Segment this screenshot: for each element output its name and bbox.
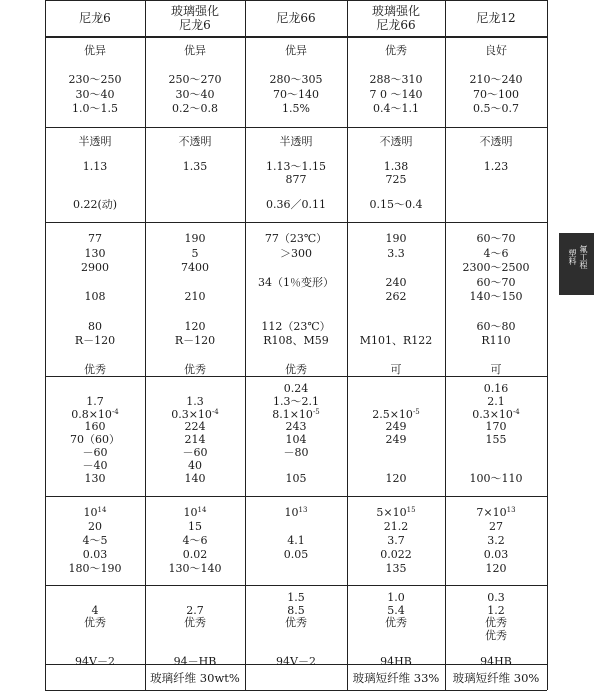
footer-note: 玻璃纤维 30wt%: [150, 671, 240, 685]
table-cell: 优秀: [184, 616, 206, 630]
table-cell: 良好: [485, 44, 507, 57]
row-rule: [45, 222, 547, 223]
table-cell: 2.1: [487, 394, 505, 408]
table-cell: 1.23: [483, 160, 509, 174]
table-cell: 60～80: [476, 319, 516, 333]
table-cell: R110: [481, 334, 511, 348]
table-cell: 5.4: [387, 603, 405, 617]
table-cell: 0.3: [487, 591, 505, 604]
side-tab-line1: 氟工程: [579, 245, 588, 269]
table-cell: 1.13～1.15: [266, 160, 326, 174]
table-cell: 130～140: [168, 562, 222, 575]
table-cell: 0.05: [283, 548, 309, 561]
table-cell: 1.2: [487, 603, 505, 617]
table-cell: R108、M59: [263, 334, 329, 348]
table-cell: 5: [191, 246, 199, 260]
table-cell: 108: [84, 290, 106, 304]
side-index-tab: [559, 233, 594, 295]
table-cell: 60～70: [476, 275, 516, 289]
table-cell: 优异: [184, 44, 206, 57]
table-cell: 1.13: [82, 160, 108, 174]
table-cell: 94HB: [480, 654, 512, 668]
table-cell: 77（23℃）: [264, 232, 328, 245]
table-cell: $8.1\times 10^{-5}$: [272, 407, 320, 421]
table-cell: 0.5～0.7: [473, 102, 519, 116]
table-cell: 155: [485, 433, 507, 447]
table-cell: 0.03: [483, 548, 509, 561]
table-cell: $0.3\times 10^{-4}$: [472, 407, 520, 421]
table-cell: 0.2～0.8: [172, 102, 218, 116]
table-cell: －60: [182, 446, 208, 459]
table-cell: 优秀: [285, 363, 307, 377]
column-header: 玻璃强化: [170, 4, 219, 18]
table-cell: ＞300: [280, 246, 312, 260]
table-cell: $10^{13}$: [284, 506, 308, 519]
table-cell: 可: [390, 363, 402, 377]
table-cell: 0.022: [380, 548, 412, 561]
table-cell: 1.35: [182, 160, 208, 174]
table-cell: 249: [385, 420, 407, 434]
table-cell: 240: [385, 275, 407, 289]
footer-note: 玻璃短纤维 30%: [452, 671, 540, 685]
table-cell: 104: [285, 433, 307, 447]
column-header: 玻璃强化: [371, 4, 420, 18]
table-cell: 230～250: [68, 73, 122, 87]
table-cell: 120: [385, 471, 407, 485]
table-cell: 优秀: [84, 363, 106, 377]
table-cell: 优异: [84, 44, 106, 57]
table-cell: 7400: [181, 261, 209, 275]
table-cell: 1.0～1.5: [72, 102, 118, 116]
table-cell: 半透明: [78, 135, 112, 148]
table-cell: －80: [283, 446, 309, 459]
table-cell: $5\times 10^{15}$: [376, 506, 416, 519]
row-rule: [45, 690, 547, 691]
table-cell: 优秀: [285, 616, 307, 630]
table-cell: 190: [385, 232, 407, 245]
table-cell: 94－HB: [173, 654, 217, 668]
table-cell: 1.38: [383, 160, 409, 174]
table-cell: 半透明: [279, 135, 313, 148]
column-header: 尼龙66: [376, 18, 416, 32]
table-cell: 94V－2: [75, 654, 115, 668]
table-cell: 0.16: [483, 382, 509, 395]
table-cell: $2.5\times 10^{-5}$: [372, 407, 420, 421]
table-cell: 77: [88, 232, 102, 245]
table-cell: 224: [184, 420, 206, 434]
column-header: 尼龙6: [179, 18, 211, 32]
table-cell: 3.7: [387, 534, 405, 547]
table-cell: 40: [188, 458, 202, 472]
table-cell: 21.2: [383, 520, 409, 533]
table-cell: 100～110: [469, 471, 523, 485]
table-cell: －40: [82, 458, 108, 472]
table-cell: 70～140: [273, 87, 319, 101]
table-cell: 不透明: [379, 135, 413, 148]
table-cell: 280～305: [269, 73, 323, 87]
table-cell: 130: [84, 471, 106, 485]
table-cell: 7 0 ～140: [369, 87, 423, 101]
table-cell: 2900: [81, 261, 109, 275]
table-cell: 1.5%: [282, 102, 310, 116]
table-cell: 190: [184, 232, 206, 245]
table-cell: 4: [91, 603, 99, 617]
table-cell: $10^{14}$: [183, 506, 207, 519]
table-cell: 0.02: [182, 548, 208, 561]
property-table: [45, 0, 547, 695]
table-cell: 105: [285, 471, 307, 485]
column-header: 尼龙6: [79, 11, 111, 25]
row-rule: [45, 127, 547, 128]
table-cell: $10^{14}$: [83, 506, 107, 519]
table-cell: 80: [88, 319, 102, 333]
table-cell: 214: [184, 433, 206, 447]
table-cell: 130: [84, 246, 106, 260]
table-cell: 0.03: [82, 548, 108, 561]
table-cell: 优秀: [485, 616, 507, 630]
table-cell: 不透明: [479, 135, 513, 148]
table-cell: 243: [285, 420, 307, 434]
table-cell: 0.4～1.1: [373, 102, 419, 116]
table-cell: 优秀: [485, 629, 507, 643]
table-cell: 725: [385, 172, 407, 186]
table-cell: 1.0: [387, 591, 405, 604]
table-cell: 94V－2: [276, 654, 316, 668]
table-cell: 180～190: [68, 562, 122, 575]
table-cell: 4～6: [182, 534, 208, 547]
table-cell: 249: [385, 433, 407, 447]
table-cell: 288～310: [369, 73, 423, 87]
table-cell: 30～40: [75, 87, 115, 101]
table-cell: 250～270: [168, 73, 222, 87]
table-cell: 4.1: [287, 534, 305, 547]
row-rule: [45, 496, 547, 497]
table-cell: 3.2: [487, 534, 505, 547]
table-cell: 0.36／0.11: [266, 198, 326, 211]
table-cell: 优秀: [385, 44, 407, 57]
table-cell: 0.22(动): [72, 198, 118, 211]
table-cell: 140～150: [469, 290, 523, 304]
table-cell: 8.5: [287, 603, 305, 617]
table-cell: 不透明: [178, 135, 212, 148]
table-cell: 94HB: [380, 654, 412, 668]
table-cell: 优秀: [385, 616, 407, 630]
column-header: 尼龙12: [476, 11, 516, 25]
table-cell: 4～5: [82, 534, 108, 547]
table-cell: 15: [188, 520, 202, 533]
table-cell: 140: [184, 471, 206, 485]
table-cell: 30～40: [175, 87, 215, 101]
table-cell: R－120: [174, 334, 216, 348]
table-cell: 120: [184, 319, 206, 333]
table-cell: 优秀: [84, 616, 106, 630]
table-cell: 135: [385, 562, 407, 575]
column-rule: [547, 0, 548, 690]
table-cell: 0.24: [283, 382, 309, 395]
table-cell: M101、R122: [359, 334, 433, 348]
table-cell: 170: [485, 420, 507, 434]
table-cell: 34（1％变形）: [258, 275, 334, 289]
table-cell: 2300～2500: [462, 261, 530, 275]
table-cell: 3.3: [387, 246, 405, 260]
side-tab-line2: 塑料: [568, 249, 577, 265]
table-cell: $0.8\times 10^{-4}$: [71, 407, 119, 421]
table-cell: $0.3\times 10^{-4}$: [171, 407, 219, 421]
column-header: 尼龙66: [276, 11, 316, 25]
table-cell: 877: [285, 172, 307, 186]
table-cell: 70～100: [473, 87, 519, 101]
row-rule: [45, 585, 547, 586]
table-cell: $7\times 10^{13}$: [476, 506, 516, 519]
footer-note: 玻璃短纤维 33%: [352, 671, 440, 685]
table-cell: 1.5: [287, 591, 305, 604]
table-cell: －60: [82, 446, 108, 459]
table-cell: 112（23℃）: [261, 319, 331, 333]
table-cell: 70（60）: [70, 433, 120, 447]
table-cell: 210～240: [469, 73, 523, 87]
table-cell: 0.15～0.4: [369, 198, 423, 211]
table-cell: 1.3～2.1: [273, 394, 319, 408]
table-cell: R－120: [74, 334, 116, 348]
table-cell: 1.3: [186, 394, 204, 408]
table-cell: 60～70: [476, 232, 516, 245]
row-rule: [45, 36, 547, 38]
table-cell: 262: [385, 290, 407, 304]
table-cell: 160: [84, 420, 106, 434]
table-cell: 210: [184, 290, 206, 304]
table-cell: 120: [485, 562, 507, 575]
table-cell: 27: [489, 520, 503, 533]
table-cell: 4～6: [483, 246, 509, 260]
table-cell: 可: [490, 363, 502, 377]
table-cell: 2.7: [186, 603, 204, 617]
table-cell: 优秀: [184, 363, 206, 377]
table-cell: 优异: [285, 44, 307, 57]
row-rule: [45, 0, 547, 1]
table-cell: 20: [88, 520, 102, 533]
table-cell: 1.7: [86, 394, 104, 408]
